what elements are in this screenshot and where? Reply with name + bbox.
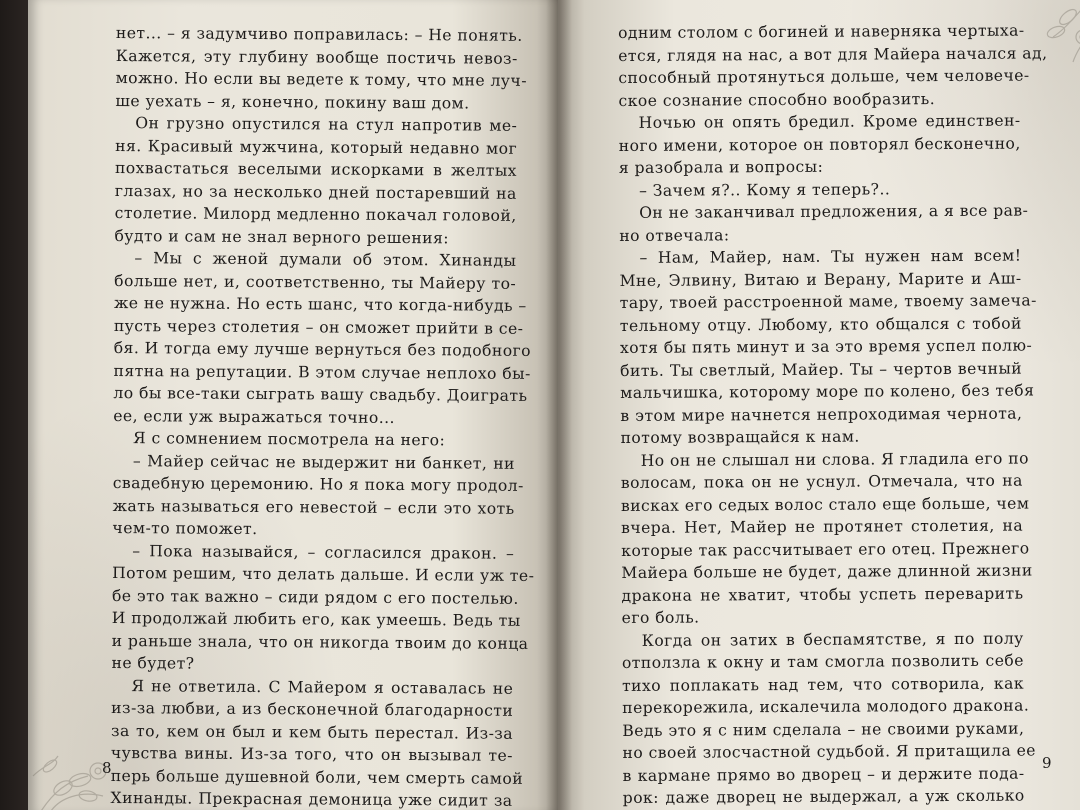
text-line: тару, твоей расстроенной маме, твоему замеча- [619,291,1037,312]
text-line: Когда он затих в беспамятстве, я по полу [641,629,1024,650]
right-page-number: 9 [1042,754,1052,772]
text-line: Он не заканчивал предложения, а я все рав- [639,201,1029,222]
text-line: чувства вины. Из-за того, что он вызывал те- [110,743,513,765]
left-page-number: 8 [102,759,112,777]
text-line: но отвечала: [619,225,730,245]
text-line: – Зачем я?.. Кому я теперь?.. [638,179,891,200]
text-line: бя. И тогда ему лучше вернуться без подобного [113,338,532,360]
text-line: ется, глядя на нас, а вот для Майера начался ад, [618,43,1048,65]
text-line: глазах, но за несколько дней постаревший на [114,181,517,203]
text-line: Хинанды. Прекрасная демоница уже сидит за [110,788,513,810]
text-line: отползла к окну и там смогла позволить себе [621,651,1024,672]
text-line: ного имени, которое он повторял бесконечно, [618,134,1021,155]
text-line: Майера больше не будет, даже длинной жизни [621,561,1033,582]
text-line: можно. Но если вы ведете к тому, что мне луч- [115,68,528,90]
text-line: Он грузно опустился на стул напротив ме- [135,114,518,135]
text-line: И продолжай любить его, как умеешь. Ведь ты [111,608,521,630]
text-line: похвастаться веселыми искорками в желтых [114,158,518,180]
text-line: тихо поплакать над тем, что сотворила, как [621,674,1025,695]
text-line: его боль. [621,608,700,627]
text-line: Я не ответила. С Майером я оставалась не [131,676,514,698]
text-line: не будет? [111,653,195,673]
text-line: бе это так важно – сиди рядом с его постелью. [111,586,519,608]
text-line: перекорежила, искалечила молодого дракона. [622,696,1030,717]
text-line: Ночью он опять бредил. Кроме единствен- [638,111,1021,132]
text-line: и раньше знала, что он никогда твоим до конца [111,631,529,653]
text-line: свадебную церемонию. Но я пока могу продол- [112,473,524,495]
text-line: вчера. Нет, Майер не протянет столетия, на [621,516,1024,537]
text-line: ее, если уж выражаться точно... [113,406,396,427]
text-line: нет... – я задумчиво поправилась: – Не понять. [115,23,523,45]
text-line: ше уехать – я, конечно, покину ваш дом. [115,91,470,112]
text-line: за то, кем он был и кем быть перестал. Из-за [110,721,514,743]
text-line: в кармане прямо во дворец – и держите пода- [622,764,1025,785]
text-line: Я с сомнением посмотрела на него: [133,429,446,450]
text-line: ло бы все-таки сыграть вашу свадьбу. Доиграть [113,383,528,405]
left-page [28,0,558,810]
text-line: пятна на репутации. В этом случае неплохо бы- [113,361,531,383]
text-line: тельному отцу. Любому, кто общался с тобой [619,314,1022,335]
text-line: – Мы с женой думали об этом. Хинанды [134,249,517,270]
text-line: Кажется, эту глубину вообще постичь невоз- [115,46,518,68]
text-line: но своей злосчастной судьбой. Я притащила ее [622,741,1036,762]
text-line: жать называться его невестой – если это хоть [112,496,515,518]
open-book [28,0,1080,810]
text-line: висках его седых волос стало еще больше, чем [620,493,1030,515]
text-line: потому возвращайся к нам. [620,427,860,447]
text-line: из-за любви, а из бесконечной благодарности [111,698,514,720]
text-line: которые так рассчитывает его отец. Прежнего [621,538,1030,560]
left-page-text [110,22,535,810]
text-line: столетие. Милорд медленно покачал головой, [114,203,517,225]
right-page-text [618,20,1048,810]
text-line: Мне, Элвину, Витаю и Верану, Марите и Аш- [619,269,1022,290]
text-line: рок: даже дворец не выдержал, а уж сколько [622,786,1025,807]
text-line: перь больше душевной боли, чем смерть самой [110,766,524,788]
text-line: чем-то поможет. [112,518,258,539]
text-line: – Пока называйся, – согласился дракон. – [132,541,515,563]
text-line: волосам, пока он не уснул. Отмечала, что на [620,471,1023,492]
text-line: пусть через столетия – он сможет прийти в се- [113,316,524,338]
text-line: ское сознание способно вообразить. [618,89,936,110]
book-gutter [546,0,572,810]
text-line: одним столом с богиней и наверняка чертыха- [618,21,1025,42]
text-line: Ведь это я с ним сделала – не своими руками, [622,719,1025,740]
text-line: бить. Ты светлый, Майер. Ты – чертов вечный [620,359,1023,380]
text-line: же не нужна. Но есть шанс, что когда-нибудь – [113,293,527,315]
text-line: Но он не слышал ни слова. Я гладила его по [640,448,1029,470]
text-line: будто и сам не знал верного решения: [114,226,450,247]
text-line: способный протянуться дольше, чем человече- [618,66,1030,87]
text-line: – Нам, Майер, нам. Ты нужен нам всем! [639,246,1022,267]
text-line: хотя бы пять минут и за это время успел полю- [619,336,1033,357]
right-page [558,0,1080,810]
text-line: в этом мире начнется непроходимая чернота, [620,404,1023,425]
text-line: – Майер сейчас не выдержит ни банкет, ни [132,451,515,473]
text-line: больше нет, и, соответственно, ты Майеру то- [114,271,517,293]
text-line: мальчишка, которому море по колено, без тебя [620,381,1035,402]
text-line: я разобрала и вопросы: [618,157,824,177]
text-line: дракона не хватит, чтобы успеть переварить [621,584,1024,605]
text-line: Потом решим, что делать дальше. И если уж те- [112,563,535,585]
text-line: ня. Красивый мужчина, который недавно мог [115,136,518,158]
